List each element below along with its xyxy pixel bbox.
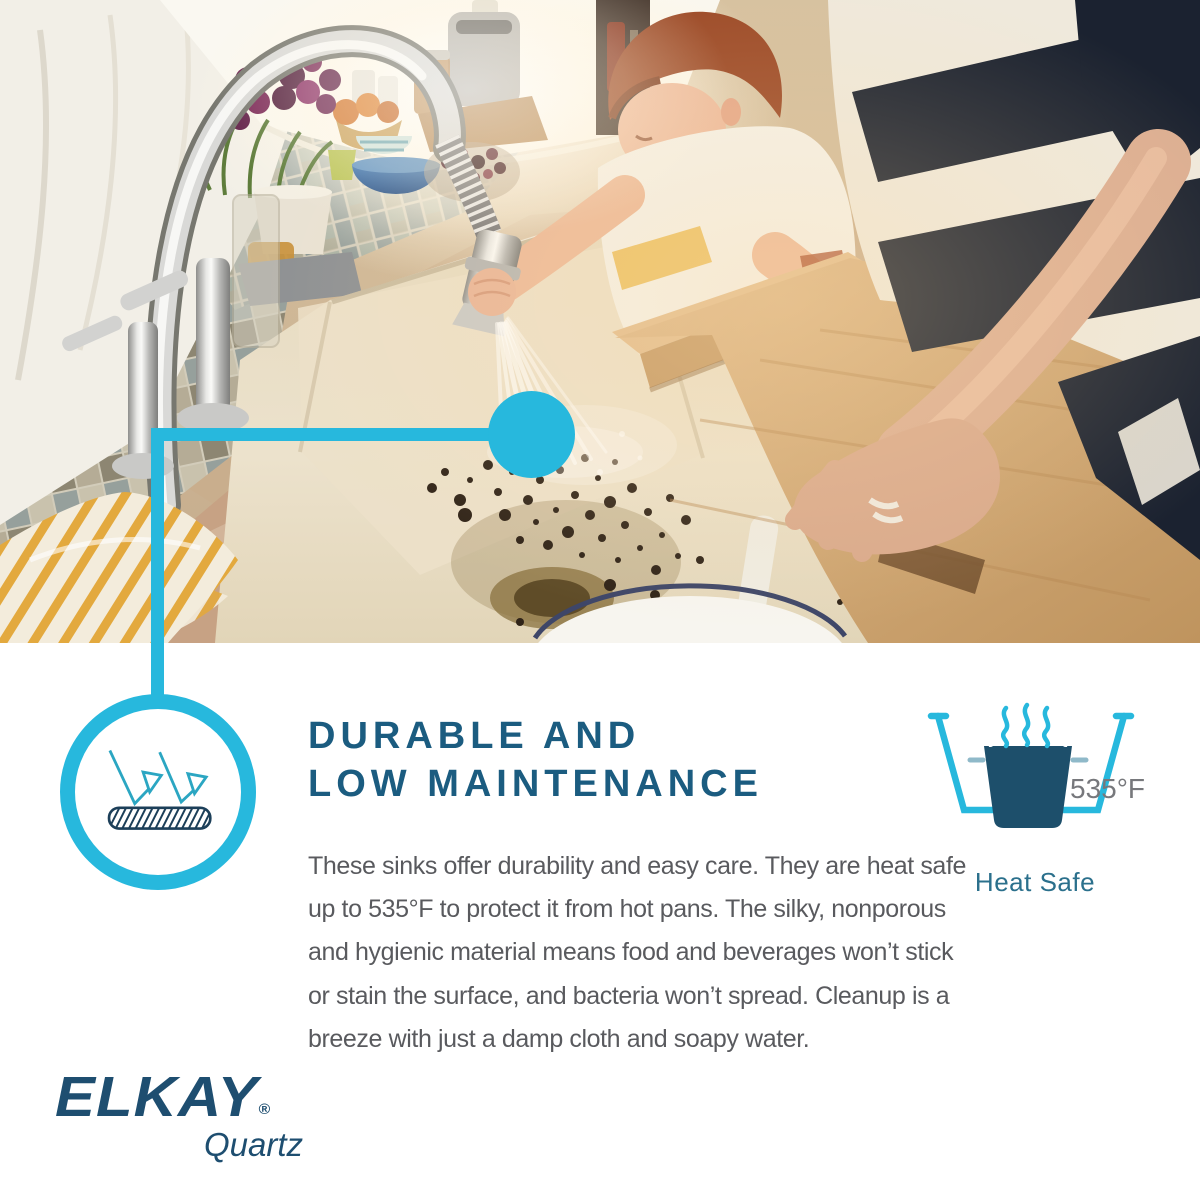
impact-resistance-icon xyxy=(75,709,241,875)
callout-line-vertical xyxy=(151,428,164,700)
body-line: up to 535°F to protect it from hot pans. The silky, nonporous xyxy=(308,895,946,924)
callout-dot xyxy=(488,391,575,478)
durability-icon xyxy=(60,694,256,890)
faucet-handle xyxy=(196,258,230,413)
quartz-surface-icon xyxy=(100,804,221,834)
brand-wordmark: ELKAY xyxy=(55,1065,259,1129)
section-body xyxy=(308,845,966,1061)
body-line: and hygienic material means food and beverages won’t stick xyxy=(308,938,954,967)
heat-safe-label: Heat Safe xyxy=(974,867,1096,897)
impact-arrows-icon xyxy=(110,751,206,804)
elkay-logo xyxy=(55,1064,305,1164)
product-line-label: Quartz xyxy=(203,1126,303,1163)
heat-safe-badge xyxy=(926,700,1144,898)
heading-line: DURABLE AND xyxy=(308,715,641,757)
heat-safe-icon xyxy=(926,700,1144,852)
callout-line-horizontal xyxy=(151,428,535,441)
body-line: breeze with just a damp cloth and soapy water. xyxy=(308,1024,810,1053)
section-heading xyxy=(308,712,763,808)
body-line: These sinks offer durability and easy care. They are heat safe xyxy=(308,852,966,880)
body-line: or stain the surface, and bacteria won’t spread. Cleanup is a xyxy=(308,981,950,1010)
temperature-label: 535°F xyxy=(1070,773,1144,804)
hot-pot-icon xyxy=(970,741,1086,828)
heading-line: LOW MAINTENANCE xyxy=(308,763,763,805)
registered-mark: ® xyxy=(258,1101,271,1118)
steam-icon xyxy=(1003,705,1048,746)
